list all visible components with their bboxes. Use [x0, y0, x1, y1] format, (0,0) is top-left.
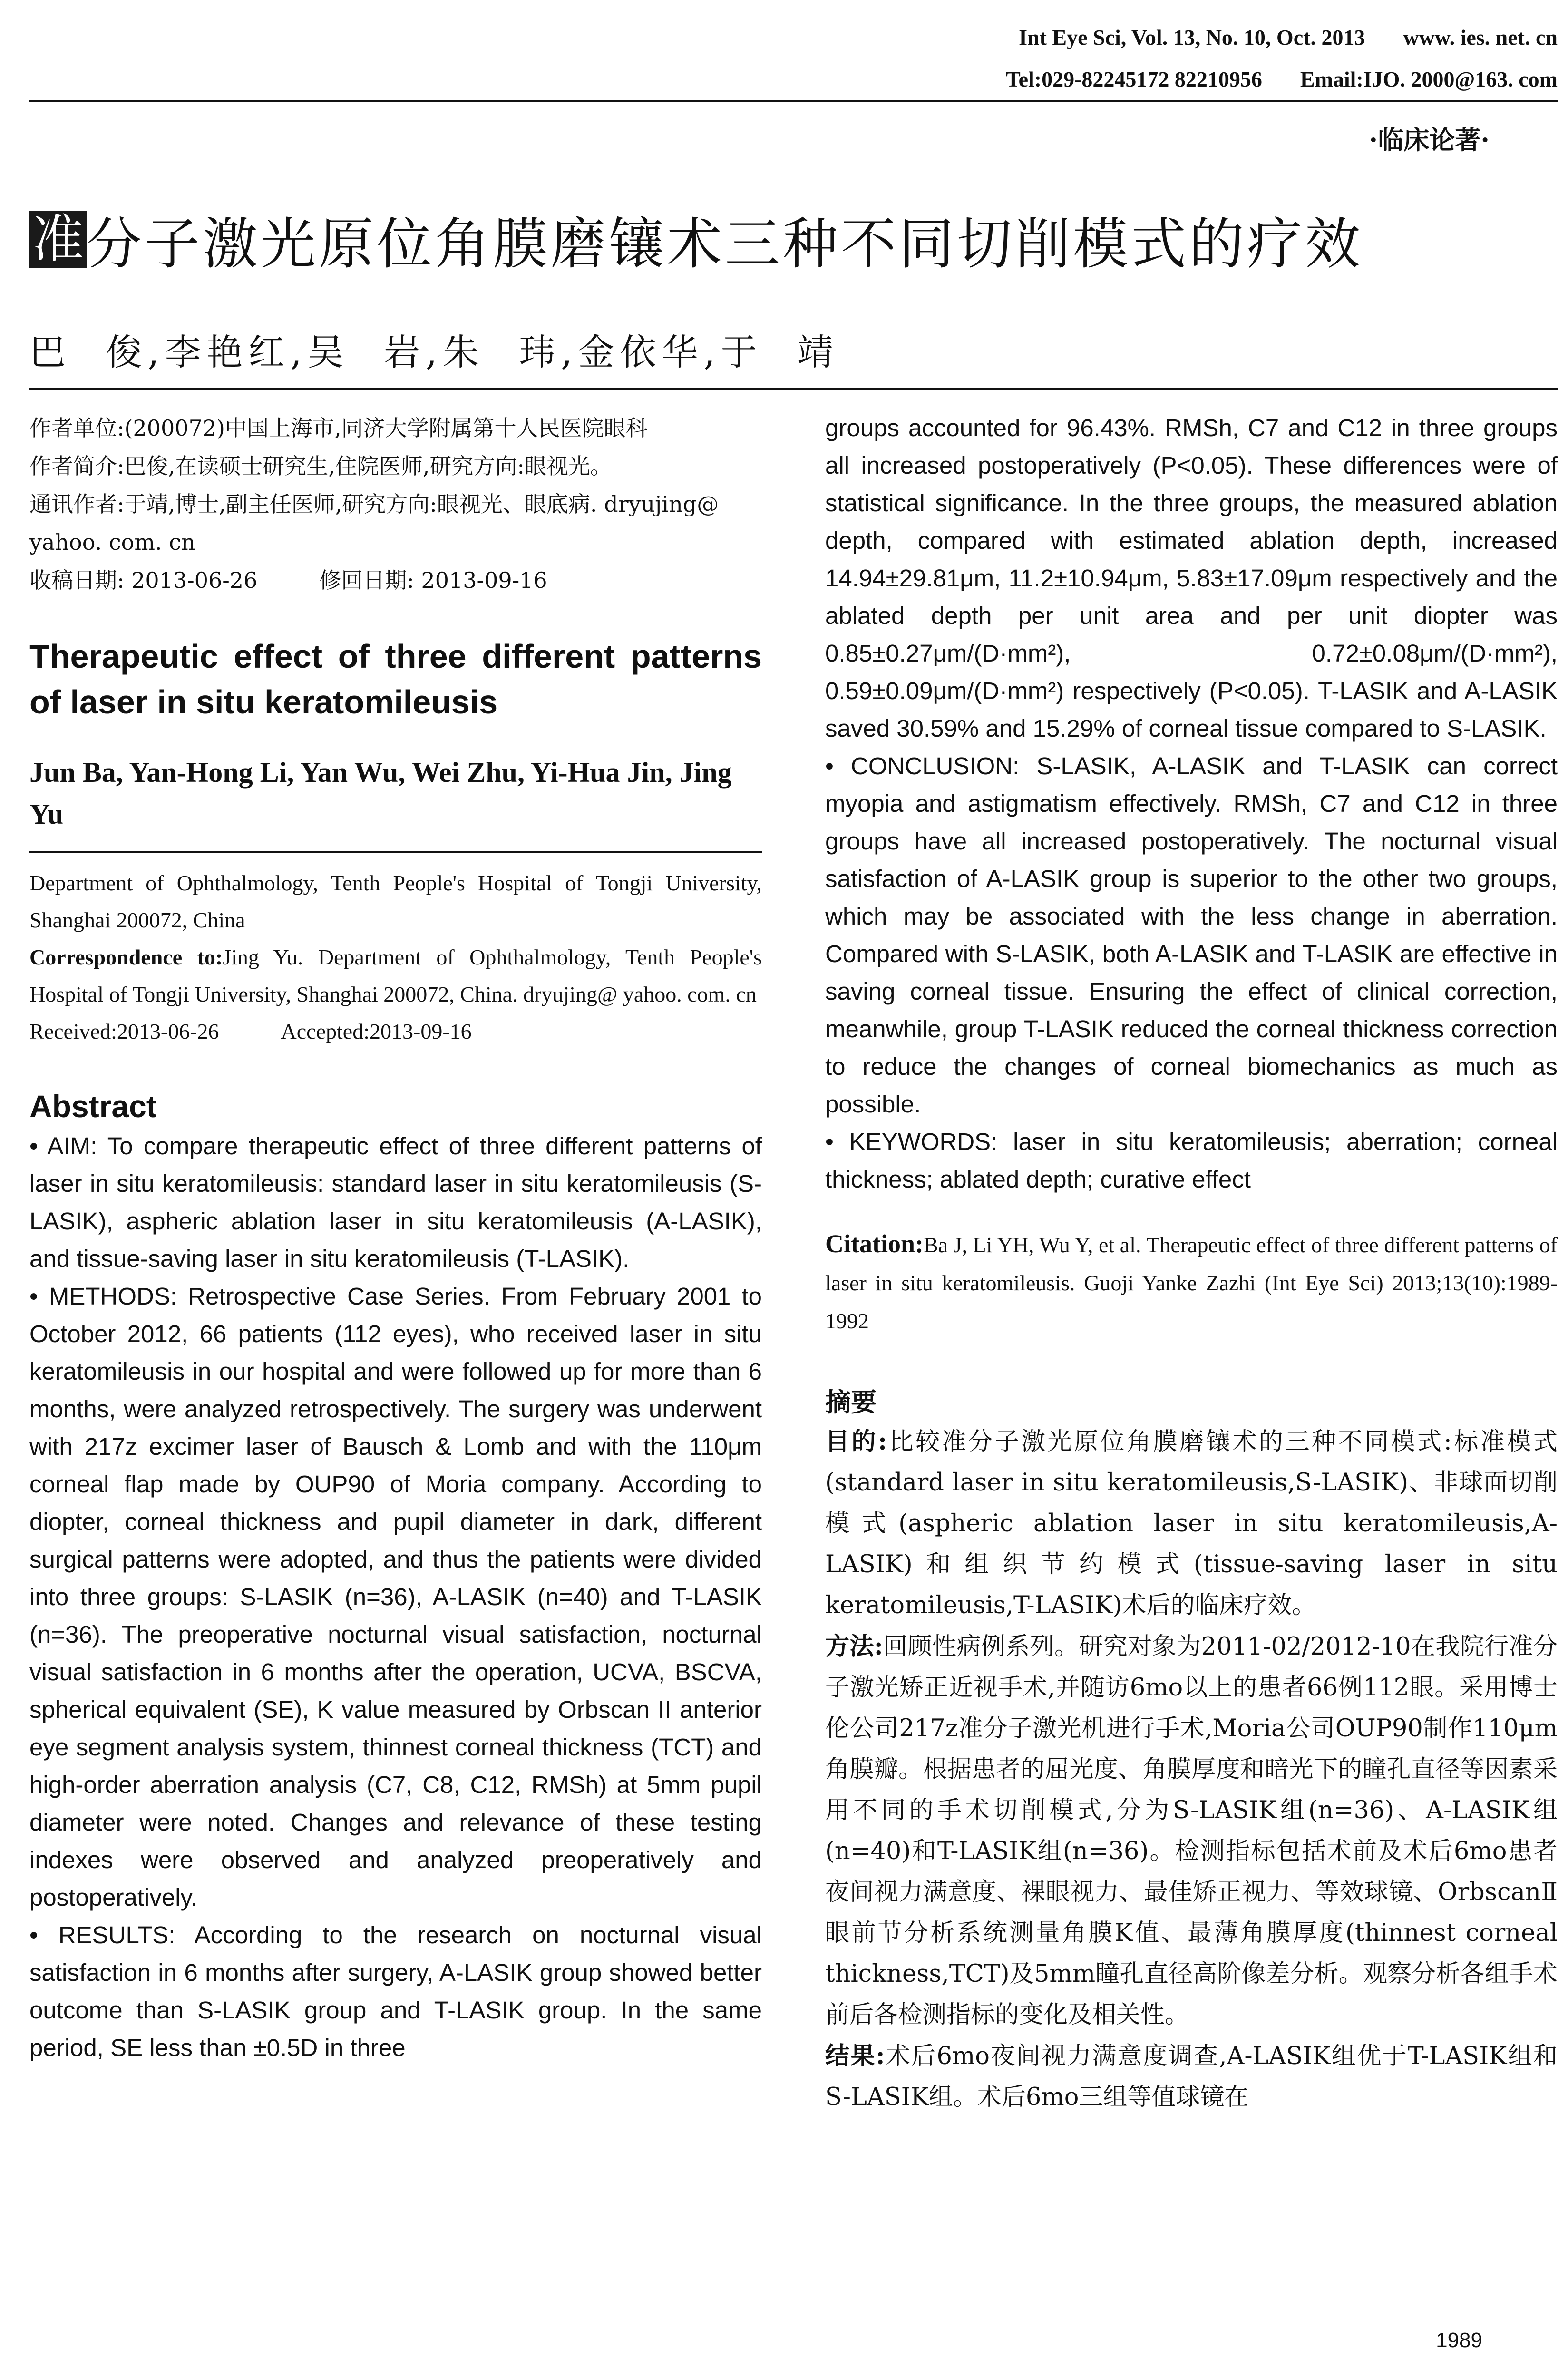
journal-contact-line — [1006, 67, 1558, 92]
chinese-abstract-methods — [825, 1626, 1558, 2036]
citation-label: Citation: — [825, 1229, 924, 1258]
results-label-cn: 结果: — [825, 2042, 885, 2070]
received-date-cn: 收稿日期: 2013-06-26 — [29, 567, 258, 593]
author-bio-cn: 作者简介:巴俊,在读硕士研究生,住院医师,研究方向:眼视光。 — [29, 453, 612, 479]
title-first-char-block: 准 — [29, 211, 87, 268]
right-column — [825, 409, 1558, 2118]
citation-text: Ba J, Li YH, Wu Y, et al. Therapeutic effect of three different patterns of laser in situ keratomileusis. Guoji Yanke Zazhi (Int Eye Sci) 2013;13(10):1989-1992 — [825, 1233, 1558, 1333]
abstract-results-continued: groups accounted for 96.43%. RMSh, C7 and C12 in three groups all increased postoperatively (P<0.05). These differences were of statistical significance. In the three groups, the measured ablation depth, compared with estimated ablation depth, increased 14.94±29.81μm, 11.2±10.94μm, 5.83±17.09μm respectively and the ablated depth per unit area and per unit diopter was 0.85±0.27μm/(D·mm²), 0.72±0.08μm/(D·mm²), 0.59±0.09μm/(D·mm²) respectively (P<0.05). T-LASIK and A-LASIK saved 30.59% and 15.29% of corneal tissue compared to S-LASIK. — [825, 414, 1558, 742]
methods-text-cn: 回顾性病例系列。研究对象为2011-02/2012-10在我院行准分子激光矫正近视手术,并随访6mo以上的患者66例112眼。采用博士伦公司217z准分子激光机进行手术,Moria公司OUP90制作110μm角膜瓣。根据患者的屈光度、角膜厚度和暗光下的瞳孔直径等因素采用不同的手术切削模式,分为S-LASIK组(n=36)、A-LASIK组(n=40)和T-LASIK组(n=36)。检测指标包括术前及术后6mo患者夜间视力满意度、裸眼视力、最佳矫正视力、等效球镜、OrbscanⅡ眼前节分析系统测量角膜K值、最薄角膜厚度(thinnest corneal thickness,TCT)及5mm瞳孔直径高阶像差分析。观察分析各组手术前后各检测指标的变化及相关性。 — [825, 1633, 1558, 2029]
aim-label-cn: 目的: — [825, 1427, 887, 1456]
revised-date-cn: 修回日期: 2013-09-16 — [319, 567, 547, 593]
correspondence-text: Jing Yu. Department of Ophthalmology, Tenth People's Hospital of Tongji University, Shanghai 200072, China. dryujing@ yahoo. com. cn — [29, 945, 762, 1006]
dates-cn — [29, 561, 762, 599]
journal-website: www. ies. net. cn — [1403, 25, 1558, 49]
chinese-abstract-results — [825, 2036, 1558, 2118]
chinese-abstract-heading: 摘要 — [825, 1387, 877, 1417]
english-affiliation — [29, 865, 762, 1050]
results-text-cn: 术后6mo夜间视力满意度调查,A-LASIK组优于T-LASIK组和S-LASIK组。术后6mo三组等值球镜在 — [825, 2042, 1558, 2111]
citation — [825, 1225, 1558, 1340]
authors-chinese: 巴 俊,李艳红,吴 岩,朱 玮,金依华,于 靖 — [29, 331, 839, 373]
accepted-date-en: Accepted:2013-09-16 — [281, 1019, 472, 1043]
correspondence-cn: 通讯作者:于靖,博士,副主任医师,研究方向:眼视光、眼底病. dryujing@ yahoo. com. cn — [29, 491, 719, 555]
journal-info-line — [1019, 25, 1558, 50]
journal-email: Email:IJO. 2000@163. com — [1300, 67, 1558, 91]
chinese-abstract-aim — [825, 1421, 1558, 1626]
received-date-en: Received:2013-06-26 — [29, 1019, 219, 1043]
section-label: ·临床论著· — [1369, 125, 1490, 155]
journal-citation: Int Eye Sci, Vol. 13, No. 10, Oct. 2013 — [1019, 25, 1365, 49]
authors-divider — [29, 851, 762, 853]
abstract-conclusion: • CONCLUSION: S-LASIK, A-LASIK and T-LASIK can correct myopia and astigmatism effectively. RMSh, C7 and C12 in three groups have all increased postoperatively. The nocturnal visual satisfaction of A-LASIK group is superior to the other two groups, which may be associated with the less change in aberration. Compared with S-LASIK, both A-LASIK and T-LASIK are effective in saving corneal tissue. Ensuring the effect of clinical correction, meanwhile, group T-LASIK reduced the corneal thickness correction to reduce the changes of corneal biomechanics as much as possible. — [825, 752, 1558, 1118]
journal-tel: Tel:029-82245172 82210956 — [1006, 67, 1262, 91]
department-en: Department of Ophthalmology, Tenth People's Hospital of Tongji University, Shanghai 200072, China — [29, 871, 762, 932]
page-number: 1989 — [1436, 2328, 1482, 2352]
affiliation-cn: 作者单位:(200072)中国上海市,同济大学附属第十人民医院眼科 — [29, 415, 648, 441]
correspondence-en — [29, 939, 762, 1013]
title-divider — [29, 388, 1558, 390]
author-info-chinese — [29, 409, 762, 599]
abstract-heading: Abstract — [29, 1089, 157, 1124]
article-title — [29, 200, 1363, 279]
english-authors: Jun Ba, Yan-Hong Li, Yan Wu, Wei Zhu, Yi-Hua Jin, Jing Yu — [29, 757, 732, 830]
aim-text-cn: 比较准分子激光原位角膜磨镶术的三种不同模式:标准模式(standard laser in situ keratomileusis,S-LASIK)、非球面切削模式(aspheric ablation laser in situ keratomileusis,A-LASIK)和组织节约模式(tissue-saving laser in situ keratomileusis,T-LASIK)术后的临床疗效。 — [825, 1428, 1558, 1619]
correspondence-label: Correspondence to: — [29, 945, 223, 969]
english-title: Therapeutic effect of three different patterns of laser in situ keratomileusis — [29, 638, 762, 721]
abstract-methods: • METHODS: Retrospective Case Series. From February 2001 to October 2012, 66 patients (112 eyes), who received laser in situ keratomileusis in our hospital and were followed up for more than 6 months, were analyzed retrospectively. The surgery was underwent with 217z excimer laser of Bausch & Lomb and with the 110μm corneal flap made by OUP90 of Moria company. According to diopter, corneal thickness and pupil diameter in dark, different surgical patterns were adopted, and thus the patients were divided into three groups: S-LASIK (n=36), A-LASIK (n=40) and T-LASIK (n=36). The preoperative nocturnal visual satisfaction, nocturnal visual satisfaction in 6 months after the operation, UCVA, BSCVA, spherical equivalent (SE), K value measured by Orbscan II anterior eye segment analysis system, thinnest corneal thickness (TCT) and high-order aberration analysis (C7, C8, C12, RMSh) at 5mm pupil diameter were noted. Changes and relevance of these testing indexes were observed and analyzed preoperatively and postoperatively. — [29, 1283, 762, 1911]
dates-en — [29, 1013, 762, 1050]
left-column — [29, 409, 762, 2066]
abstract-aim: • AIM: To compare therapeutic effect of three different patterns of laser in situ keratomileusis: standard laser in situ keratomileusis (S-LASIK), aspheric ablation laser in situ keratomileusis (A-LASIK), and tissue-saving laser in situ keratomileusis (T-LASIK). — [29, 1132, 762, 1272]
header-divider — [29, 100, 1558, 102]
methods-label-cn: 方法: — [825, 1632, 883, 1661]
title-text: 分子激光原位角膜磨镶术三种不同切削模式的疗效 — [87, 212, 1363, 276]
abstract-keywords: • KEYWORDS: laser in situ keratomileusis; aberration; corneal thickness; ablated depth; curative effect — [825, 1128, 1558, 1193]
abstract-results-start: • RESULTS: According to the research on nocturnal visual satisfaction in 6 months after surgery, A-LASIK group showed better outcome than S-LASIK group and T-LASIK group. In the same period, SE less than ±0.5D in three — [29, 1921, 762, 2061]
